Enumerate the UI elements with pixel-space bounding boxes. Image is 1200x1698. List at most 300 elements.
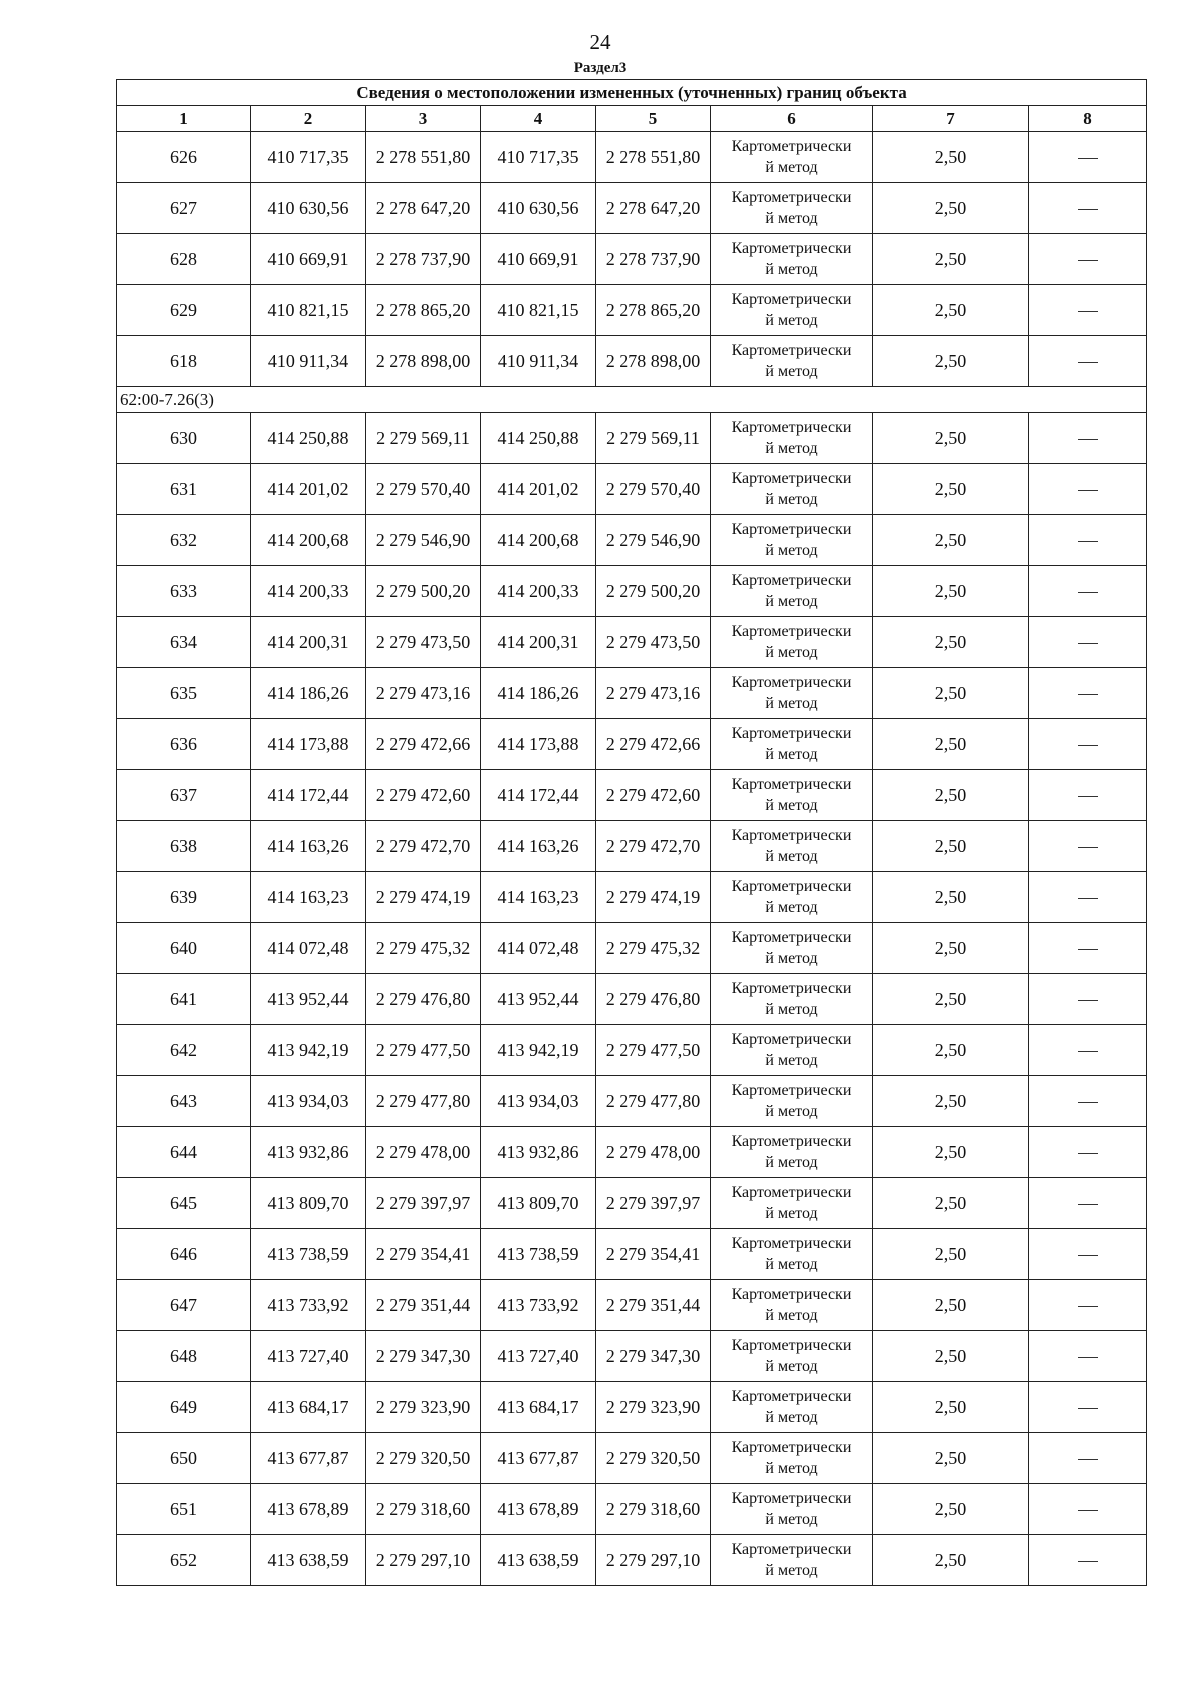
existing-y: 2 279 297,10 bbox=[366, 1535, 481, 1586]
existing-y: 2 278 865,20 bbox=[366, 285, 481, 336]
table-row bbox=[117, 132, 1147, 183]
method-line-1: Картометрически bbox=[731, 1337, 852, 1354]
refined-y: 2 278 865,20 bbox=[596, 285, 711, 336]
table-row bbox=[117, 668, 1147, 719]
method-line-2: й метод bbox=[765, 644, 818, 661]
method-line-1: Картометрически bbox=[731, 1286, 852, 1303]
method-line-1: Картометрически bbox=[731, 470, 852, 487]
description-cell bbox=[1029, 515, 1147, 566]
table-row bbox=[117, 821, 1147, 872]
description-cell bbox=[1029, 1025, 1147, 1076]
point-number: 648 bbox=[117, 1331, 251, 1382]
existing-x: 410 911,34 bbox=[251, 336, 366, 387]
method-cell bbox=[711, 872, 873, 923]
refined-x: 414 200,31 bbox=[481, 617, 596, 668]
method-line-1: Картометрически bbox=[731, 1184, 852, 1201]
table-row bbox=[117, 974, 1147, 1025]
column-header: 4 bbox=[481, 106, 596, 132]
method-line-2: й метод bbox=[765, 1103, 818, 1120]
point-number: 627 bbox=[117, 183, 251, 234]
refined-y: 2 279 351,44 bbox=[596, 1280, 711, 1331]
refined-x: 410 821,15 bbox=[481, 285, 596, 336]
method-cell bbox=[711, 1229, 873, 1280]
refined-y: 2 279 546,90 bbox=[596, 515, 711, 566]
method-cell bbox=[711, 1484, 873, 1535]
table-row bbox=[117, 515, 1147, 566]
refined-x: 413 684,17 bbox=[481, 1382, 596, 1433]
method-line-1: Картометрически bbox=[731, 419, 852, 436]
method-cell bbox=[711, 1382, 873, 1433]
method-cell bbox=[711, 1433, 873, 1484]
point-number: 618 bbox=[117, 336, 251, 387]
point-number: 633 bbox=[117, 566, 251, 617]
method-line-1: Картометрически bbox=[731, 878, 852, 895]
refined-x: 410 669,91 bbox=[481, 234, 596, 285]
refined-y: 2 279 473,50 bbox=[596, 617, 711, 668]
refined-x: 414 172,44 bbox=[481, 770, 596, 821]
table-row bbox=[117, 923, 1147, 974]
method-line-1: Картометрически bbox=[731, 572, 852, 589]
refined-y: 2 279 500,20 bbox=[596, 566, 711, 617]
method-cell bbox=[711, 974, 873, 1025]
existing-x: 413 934,03 bbox=[251, 1076, 366, 1127]
description-cell bbox=[1029, 668, 1147, 719]
description-cell bbox=[1029, 183, 1147, 234]
method-line-1: Картометрически bbox=[731, 929, 852, 946]
point-number: 650 bbox=[117, 1433, 251, 1484]
method-line-2: й метод bbox=[765, 593, 818, 610]
existing-y: 2 279 476,80 bbox=[366, 974, 481, 1025]
existing-x: 414 173,88 bbox=[251, 719, 366, 770]
existing-y: 2 279 351,44 bbox=[366, 1280, 481, 1331]
table-row bbox=[117, 1433, 1147, 1484]
method-cell bbox=[711, 770, 873, 821]
column-header: 1 bbox=[117, 106, 251, 132]
refined-y: 2 278 551,80 bbox=[596, 132, 711, 183]
existing-y: 2 279 477,80 bbox=[366, 1076, 481, 1127]
dash-mark bbox=[1078, 1051, 1098, 1052]
refined-y: 2 279 475,32 bbox=[596, 923, 711, 974]
refined-x: 414 163,26 bbox=[481, 821, 596, 872]
existing-x: 413 809,70 bbox=[251, 1178, 366, 1229]
accuracy: 2,50 bbox=[873, 1382, 1029, 1433]
table-row bbox=[117, 1076, 1147, 1127]
method-line-2: й метод bbox=[765, 542, 818, 559]
point-number: 646 bbox=[117, 1229, 251, 1280]
method-line-2: й метод bbox=[765, 491, 818, 508]
point-number: 652 bbox=[117, 1535, 251, 1586]
column-header: 7 bbox=[873, 106, 1029, 132]
method-cell bbox=[711, 234, 873, 285]
method-cell bbox=[711, 719, 873, 770]
refined-y: 2 279 570,40 bbox=[596, 464, 711, 515]
existing-x: 414 072,48 bbox=[251, 923, 366, 974]
table-body bbox=[117, 132, 1147, 1586]
point-number: 631 bbox=[117, 464, 251, 515]
accuracy: 2,50 bbox=[873, 1025, 1029, 1076]
method-line-2: й метод bbox=[765, 1562, 818, 1579]
refined-y: 2 279 477,80 bbox=[596, 1076, 711, 1127]
table-row bbox=[117, 285, 1147, 336]
refined-x: 413 952,44 bbox=[481, 974, 596, 1025]
method-cell bbox=[711, 821, 873, 872]
refined-x: 413 677,87 bbox=[481, 1433, 596, 1484]
method-cell bbox=[711, 515, 873, 566]
method-line-1: Картометрически bbox=[731, 1031, 852, 1048]
method-line-2: й метод bbox=[765, 746, 818, 763]
dash-mark bbox=[1078, 1000, 1098, 1001]
method-line-2: й метод bbox=[765, 312, 818, 329]
method-cell bbox=[711, 464, 873, 515]
point-number: 649 bbox=[117, 1382, 251, 1433]
accuracy: 2,50 bbox=[873, 872, 1029, 923]
method-line-1: Картометрически bbox=[731, 623, 852, 640]
table-row bbox=[117, 413, 1147, 464]
accuracy: 2,50 bbox=[873, 770, 1029, 821]
description-cell bbox=[1029, 719, 1147, 770]
existing-x: 414 200,68 bbox=[251, 515, 366, 566]
method-line-1: Картометрически bbox=[731, 189, 852, 206]
point-number: 641 bbox=[117, 974, 251, 1025]
existing-y: 2 279 570,40 bbox=[366, 464, 481, 515]
point-number: 639 bbox=[117, 872, 251, 923]
existing-y: 2 279 472,66 bbox=[366, 719, 481, 770]
refined-x: 414 186,26 bbox=[481, 668, 596, 719]
point-number: 637 bbox=[117, 770, 251, 821]
method-line-1: Картометрически bbox=[731, 291, 852, 308]
table-row bbox=[117, 1025, 1147, 1076]
dash-mark bbox=[1078, 796, 1098, 797]
existing-y: 2 279 318,60 bbox=[366, 1484, 481, 1535]
existing-x: 414 172,44 bbox=[251, 770, 366, 821]
dash-mark bbox=[1078, 490, 1098, 491]
existing-x: 410 717,35 bbox=[251, 132, 366, 183]
dash-mark bbox=[1078, 209, 1098, 210]
method-line-1: Картометрически bbox=[731, 1439, 852, 1456]
description-cell bbox=[1029, 1280, 1147, 1331]
dash-mark bbox=[1078, 949, 1098, 950]
refined-x: 410 911,34 bbox=[481, 336, 596, 387]
method-cell bbox=[711, 1076, 873, 1127]
existing-x: 413 677,87 bbox=[251, 1433, 366, 1484]
description-cell bbox=[1029, 413, 1147, 464]
dash-mark bbox=[1078, 1153, 1098, 1154]
method-line-2: й метод bbox=[765, 899, 818, 916]
refined-x: 413 638,59 bbox=[481, 1535, 596, 1586]
method-line-2: й метод bbox=[765, 261, 818, 278]
method-line-2: й метод bbox=[765, 210, 818, 227]
dash-mark bbox=[1078, 1459, 1098, 1460]
column-header: 2 bbox=[251, 106, 366, 132]
accuracy: 2,50 bbox=[873, 974, 1029, 1025]
existing-y: 2 279 569,11 bbox=[366, 413, 481, 464]
existing-y: 2 279 397,97 bbox=[366, 1178, 481, 1229]
method-line-2: й метод bbox=[765, 797, 818, 814]
method-line-1: Картометрически bbox=[731, 674, 852, 691]
method-line-2: й метод bbox=[765, 1460, 818, 1477]
point-number: 642 bbox=[117, 1025, 251, 1076]
refined-x: 413 932,86 bbox=[481, 1127, 596, 1178]
point-number: 643 bbox=[117, 1076, 251, 1127]
existing-y: 2 279 473,50 bbox=[366, 617, 481, 668]
refined-x: 413 678,89 bbox=[481, 1484, 596, 1535]
existing-y: 2 279 475,32 bbox=[366, 923, 481, 974]
dash-mark bbox=[1078, 1102, 1098, 1103]
refined-y: 2 279 473,16 bbox=[596, 668, 711, 719]
dash-mark bbox=[1078, 1255, 1098, 1256]
table-row bbox=[117, 617, 1147, 668]
existing-y: 2 279 347,30 bbox=[366, 1331, 481, 1382]
dash-mark bbox=[1078, 1561, 1098, 1562]
description-cell bbox=[1029, 974, 1147, 1025]
method-line-1: Картометрически bbox=[731, 725, 852, 742]
point-number: 628 bbox=[117, 234, 251, 285]
accuracy: 2,50 bbox=[873, 1076, 1029, 1127]
refined-y: 2 278 898,00 bbox=[596, 336, 711, 387]
existing-y: 2 279 472,60 bbox=[366, 770, 481, 821]
method-line-2: й метод bbox=[765, 950, 818, 967]
dash-mark bbox=[1078, 260, 1098, 261]
method-line-1: Картометрически bbox=[731, 827, 852, 844]
existing-x: 414 200,31 bbox=[251, 617, 366, 668]
table-row bbox=[117, 1484, 1147, 1535]
refined-x: 414 201,02 bbox=[481, 464, 596, 515]
method-line-1: Картометрически bbox=[731, 1082, 852, 1099]
table-row bbox=[117, 872, 1147, 923]
table-row bbox=[117, 566, 1147, 617]
dash-mark bbox=[1078, 643, 1098, 644]
method-cell bbox=[711, 1025, 873, 1076]
refined-y: 2 279 354,41 bbox=[596, 1229, 711, 1280]
refined-x: 414 163,23 bbox=[481, 872, 596, 923]
method-cell bbox=[711, 413, 873, 464]
existing-y: 2 279 323,90 bbox=[366, 1382, 481, 1433]
dash-mark bbox=[1078, 898, 1098, 899]
existing-x: 414 200,33 bbox=[251, 566, 366, 617]
dash-mark bbox=[1078, 439, 1098, 440]
description-cell bbox=[1029, 336, 1147, 387]
accuracy: 2,50 bbox=[873, 566, 1029, 617]
accuracy: 2,50 bbox=[873, 515, 1029, 566]
dash-mark bbox=[1078, 158, 1098, 159]
existing-y: 2 278 647,20 bbox=[366, 183, 481, 234]
column-header: 6 bbox=[711, 106, 873, 132]
existing-y: 2 279 473,16 bbox=[366, 668, 481, 719]
existing-x: 413 932,86 bbox=[251, 1127, 366, 1178]
dash-mark bbox=[1078, 1204, 1098, 1205]
dash-mark bbox=[1078, 541, 1098, 542]
accuracy: 2,50 bbox=[873, 1331, 1029, 1382]
description-cell bbox=[1029, 285, 1147, 336]
dash-mark bbox=[1078, 1408, 1098, 1409]
refined-y: 2 278 737,90 bbox=[596, 234, 711, 285]
accuracy: 2,50 bbox=[873, 1127, 1029, 1178]
dash-mark bbox=[1078, 694, 1098, 695]
dash-mark bbox=[1078, 847, 1098, 848]
refined-y: 2 279 478,00 bbox=[596, 1127, 711, 1178]
method-line-1: Картометрически bbox=[731, 138, 852, 155]
description-cell bbox=[1029, 464, 1147, 515]
refined-y: 2 279 472,70 bbox=[596, 821, 711, 872]
existing-x: 413 942,19 bbox=[251, 1025, 366, 1076]
existing-x: 410 669,91 bbox=[251, 234, 366, 285]
existing-y: 2 279 474,19 bbox=[366, 872, 481, 923]
method-cell bbox=[711, 1178, 873, 1229]
existing-x: 413 727,40 bbox=[251, 1331, 366, 1382]
table-row bbox=[117, 1280, 1147, 1331]
method-line-1: Картометрически bbox=[731, 240, 852, 257]
refined-x: 413 809,70 bbox=[481, 1178, 596, 1229]
accuracy: 2,50 bbox=[873, 668, 1029, 719]
description-cell bbox=[1029, 1229, 1147, 1280]
method-line-2: й метод bbox=[765, 1052, 818, 1069]
method-line-1: Картометрически bbox=[731, 1235, 852, 1252]
method-cell bbox=[711, 132, 873, 183]
refined-x: 410 717,35 bbox=[481, 132, 596, 183]
method-line-1: Картометрически bbox=[731, 1388, 852, 1405]
point-number: 635 bbox=[117, 668, 251, 719]
existing-x: 414 186,26 bbox=[251, 668, 366, 719]
method-cell bbox=[711, 285, 873, 336]
refined-y: 2 279 318,60 bbox=[596, 1484, 711, 1535]
section-title: Раздел3 bbox=[573, 60, 627, 76]
method-line-1: Картометрически bbox=[731, 980, 852, 997]
accuracy: 2,50 bbox=[873, 1229, 1029, 1280]
refined-x: 413 727,40 bbox=[481, 1331, 596, 1382]
method-cell bbox=[711, 668, 873, 719]
description-cell bbox=[1029, 617, 1147, 668]
existing-y: 2 278 737,90 bbox=[366, 234, 481, 285]
refined-x: 413 738,59 bbox=[481, 1229, 596, 1280]
existing-y: 2 278 551,80 bbox=[366, 132, 481, 183]
existing-y: 2 279 354,41 bbox=[366, 1229, 481, 1280]
accuracy: 2,50 bbox=[873, 336, 1029, 387]
page-number: 24 bbox=[589, 30, 611, 54]
method-line-1: Картометрически bbox=[731, 1490, 852, 1507]
dash-mark bbox=[1078, 362, 1098, 363]
existing-x: 414 201,02 bbox=[251, 464, 366, 515]
refined-x: 413 733,92 bbox=[481, 1280, 596, 1331]
accuracy: 2,50 bbox=[873, 1433, 1029, 1484]
existing-x: 413 952,44 bbox=[251, 974, 366, 1025]
refined-y: 2 279 297,10 bbox=[596, 1535, 711, 1586]
method-line-2: й метод bbox=[765, 695, 818, 712]
table-row bbox=[117, 1229, 1147, 1280]
point-number: 632 bbox=[117, 515, 251, 566]
method-line-2: й метод bbox=[765, 363, 818, 380]
method-cell bbox=[711, 336, 873, 387]
accuracy: 2,50 bbox=[873, 183, 1029, 234]
method-line-2: й метод bbox=[765, 848, 818, 865]
method-line-2: й метод bbox=[765, 1256, 818, 1273]
refined-x: 414 173,88 bbox=[481, 719, 596, 770]
existing-y: 2 278 898,00 bbox=[366, 336, 481, 387]
point-number: 629 bbox=[117, 285, 251, 336]
accuracy: 2,50 bbox=[873, 234, 1029, 285]
description-cell bbox=[1029, 821, 1147, 872]
accuracy: 2,50 bbox=[873, 1484, 1029, 1535]
refined-y: 2 278 647,20 bbox=[596, 183, 711, 234]
existing-y: 2 279 478,00 bbox=[366, 1127, 481, 1178]
point-number: 644 bbox=[117, 1127, 251, 1178]
dash-mark bbox=[1078, 592, 1098, 593]
dash-mark bbox=[1078, 311, 1098, 312]
column-header: 8 bbox=[1029, 106, 1147, 132]
point-number: 647 bbox=[117, 1280, 251, 1331]
table-caption: Сведения о местоположении измененных (уточненных) границ объекта bbox=[117, 80, 1147, 106]
refined-y: 2 279 397,97 bbox=[596, 1178, 711, 1229]
existing-y: 2 279 477,50 bbox=[366, 1025, 481, 1076]
description-cell bbox=[1029, 1433, 1147, 1484]
description-cell bbox=[1029, 770, 1147, 821]
description-cell bbox=[1029, 566, 1147, 617]
description-cell bbox=[1029, 1331, 1147, 1382]
dash-mark bbox=[1078, 745, 1098, 746]
table-row bbox=[117, 719, 1147, 770]
method-line-2: й метод bbox=[765, 1205, 818, 1222]
method-line-2: й метод bbox=[765, 1307, 818, 1324]
description-cell bbox=[1029, 1382, 1147, 1433]
accuracy: 2,50 bbox=[873, 1280, 1029, 1331]
refined-y: 2 279 477,50 bbox=[596, 1025, 711, 1076]
table-row bbox=[117, 234, 1147, 285]
accuracy: 2,50 bbox=[873, 821, 1029, 872]
accuracy: 2,50 bbox=[873, 923, 1029, 974]
refined-y: 2 279 569,11 bbox=[596, 413, 711, 464]
refined-y: 2 279 347,30 bbox=[596, 1331, 711, 1382]
method-line-2: й метод bbox=[765, 440, 818, 457]
method-line-1: Картометрически bbox=[731, 776, 852, 793]
refined-x: 413 942,19 bbox=[481, 1025, 596, 1076]
description-cell bbox=[1029, 1535, 1147, 1586]
method-cell bbox=[711, 566, 873, 617]
column-header-row bbox=[117, 106, 1147, 132]
accuracy: 2,50 bbox=[873, 1178, 1029, 1229]
refined-y: 2 279 472,66 bbox=[596, 719, 711, 770]
existing-y: 2 279 472,70 bbox=[366, 821, 481, 872]
existing-x: 413 638,59 bbox=[251, 1535, 366, 1586]
point-number: 640 bbox=[117, 923, 251, 974]
dash-mark bbox=[1078, 1306, 1098, 1307]
refined-y: 2 279 323,90 bbox=[596, 1382, 711, 1433]
accuracy: 2,50 bbox=[873, 464, 1029, 515]
point-number: 636 bbox=[117, 719, 251, 770]
table-row bbox=[117, 1127, 1147, 1178]
refined-x: 410 630,56 bbox=[481, 183, 596, 234]
method-cell bbox=[711, 1127, 873, 1178]
method-line-2: й метод bbox=[765, 1001, 818, 1018]
table-row bbox=[117, 770, 1147, 821]
method-cell bbox=[711, 1535, 873, 1586]
method-line-1: Картометрически bbox=[731, 342, 852, 359]
point-number: 634 bbox=[117, 617, 251, 668]
method-line-2: й метод bbox=[765, 1358, 818, 1375]
existing-y: 2 279 320,50 bbox=[366, 1433, 481, 1484]
existing-x: 414 163,26 bbox=[251, 821, 366, 872]
boundary-table bbox=[116, 79, 1147, 1586]
accuracy: 2,50 bbox=[873, 719, 1029, 770]
description-cell bbox=[1029, 1076, 1147, 1127]
existing-x: 413 684,17 bbox=[251, 1382, 366, 1433]
dash-mark bbox=[1078, 1510, 1098, 1511]
refined-y: 2 279 472,60 bbox=[596, 770, 711, 821]
column-header: 3 bbox=[366, 106, 481, 132]
table-row bbox=[117, 1178, 1147, 1229]
point-number: 645 bbox=[117, 1178, 251, 1229]
method-cell bbox=[711, 1331, 873, 1382]
existing-x: 414 163,23 bbox=[251, 872, 366, 923]
column-header: 5 bbox=[596, 106, 711, 132]
